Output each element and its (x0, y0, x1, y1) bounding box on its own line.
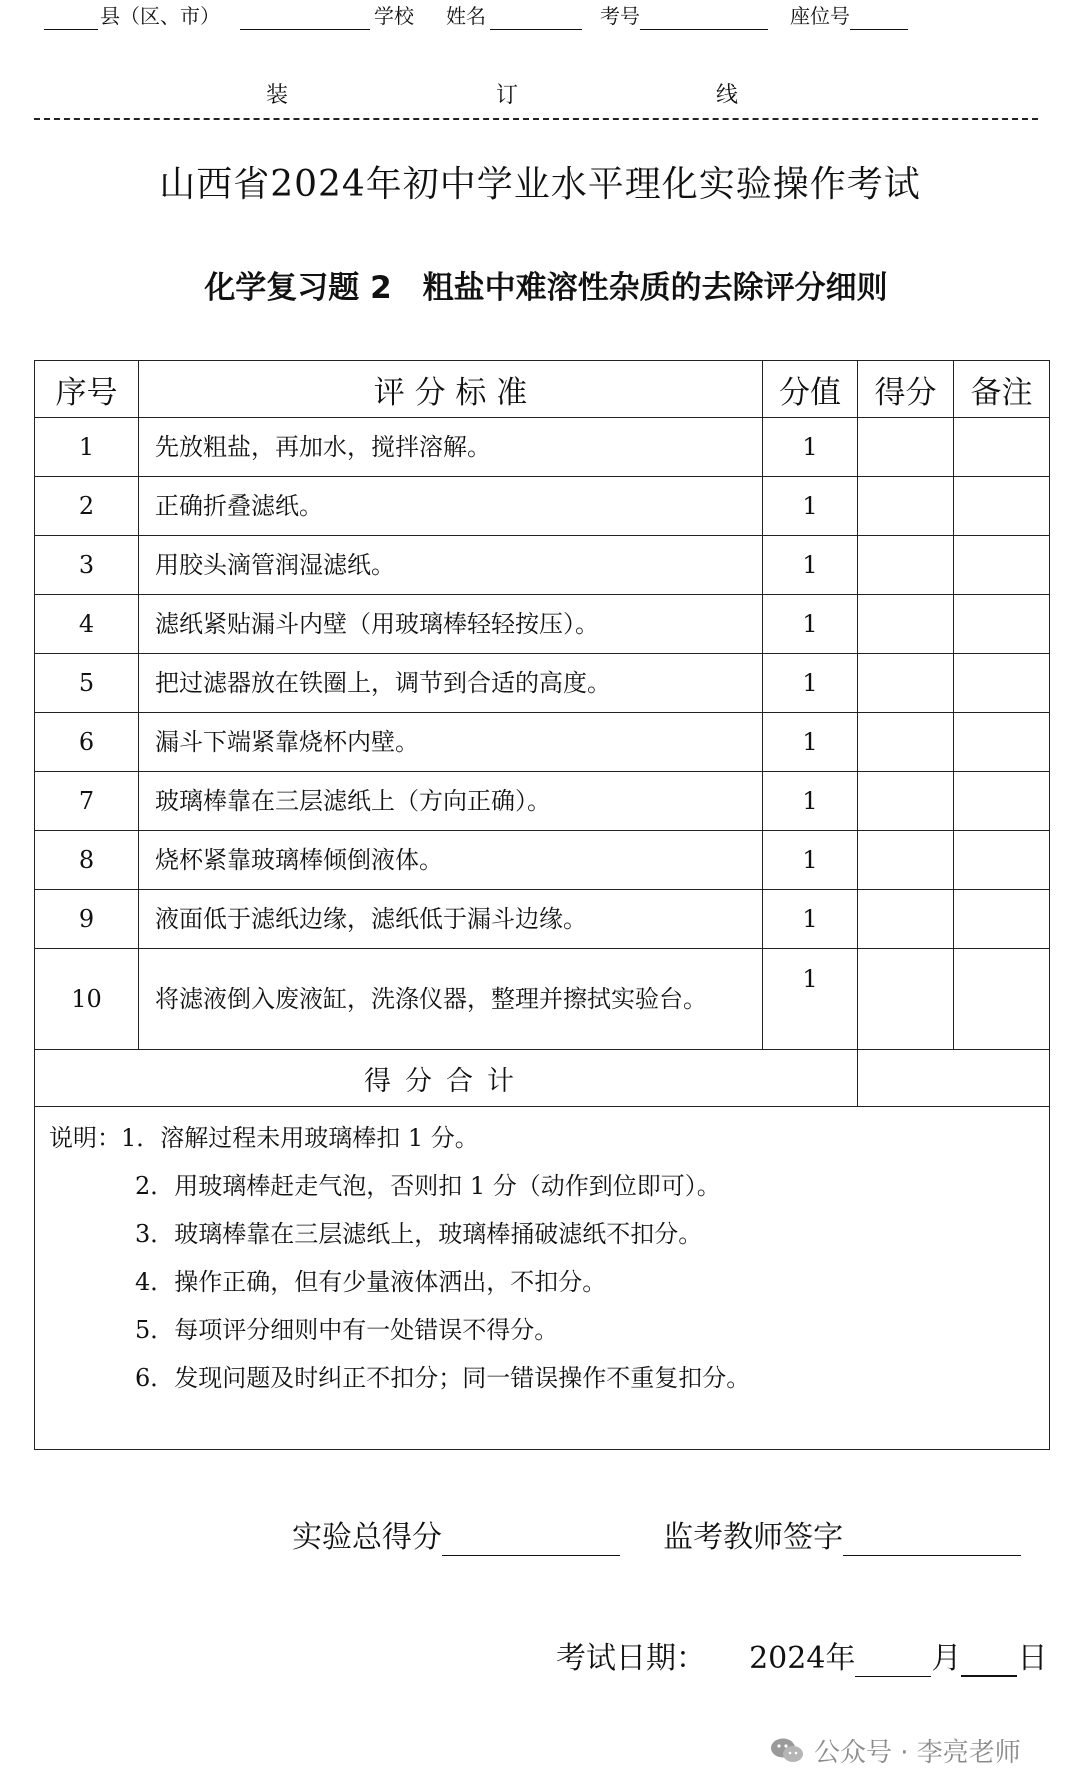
row-criteria: 正确折叠滤纸。 (139, 477, 763, 536)
table-row (35, 831, 1050, 890)
scoring-table (34, 360, 1050, 1450)
row-points: 1 (763, 477, 858, 536)
row-criteria: 液面低于滤纸边缘，滤纸低于漏斗边缘。 (139, 890, 763, 949)
row-index: 2 (35, 477, 139, 536)
invigilator-signature-label: 监考教师签字 (663, 1520, 844, 1555)
note-item: 5．每项评分细则中有一处错误不得分。 (135, 1316, 559, 1344)
row-score-cell[interactable] (858, 890, 954, 949)
row-score-cell[interactable] (858, 831, 954, 890)
total-label: 得分合计 (35, 1050, 858, 1107)
row-points: 1 (763, 536, 858, 595)
table-row (35, 477, 1050, 536)
row-criteria: 玻璃棒靠在三层滤纸上（方向正确）。 (139, 772, 763, 831)
school-label: 学校 (374, 4, 414, 28)
binding-char-3: 线 (716, 83, 739, 108)
page-title: 山西省2024年初中学业水平理化实验操作考试 (159, 164, 921, 205)
row-criteria: 先放粗盐，再加水，搅拌溶解。 (139, 418, 763, 477)
county-blank[interactable] (44, 9, 98, 30)
row-remarks-cell[interactable] (954, 595, 1050, 654)
seat-number-label: 座位号 (790, 4, 850, 28)
header-remarks: 备注 (954, 361, 1050, 418)
row-remarks-cell[interactable] (954, 418, 1050, 477)
row-criteria: 烧杯紧靠玻璃棒倾倒液体。 (139, 831, 763, 890)
row-remarks-cell[interactable] (954, 772, 1050, 831)
row-score-cell[interactable] (858, 536, 954, 595)
invigilator-signature-blank[interactable] (843, 1525, 1021, 1556)
row-remarks-cell[interactable] (954, 536, 1050, 595)
notes-row (35, 1107, 1050, 1450)
row-points: 1 (763, 418, 858, 477)
row-index: 1 (35, 418, 139, 477)
row-score-cell[interactable] (858, 949, 954, 1050)
row-index: 5 (35, 654, 139, 713)
notes-section (35, 1107, 1050, 1450)
row-criteria: 滤纸紧贴漏斗内壁（用玻璃棒轻轻按压）。 (139, 595, 763, 654)
wechat-icon (770, 1737, 804, 1765)
county-label: 县（区、市） (100, 4, 220, 28)
notes-prefix: 说明： (49, 1124, 121, 1152)
exam-number-blank[interactable] (640, 9, 768, 30)
header-score: 得分 (858, 361, 954, 418)
table-header-row (35, 361, 1050, 418)
signature-line (292, 1512, 1021, 1556)
table-row (35, 890, 1050, 949)
header-criteria: 评 分 标 准 (139, 361, 763, 418)
row-score-cell[interactable] (858, 713, 954, 772)
note-item: 6．发现问题及时纠正不扣分；同一错误操作不重复扣分。 (135, 1364, 751, 1392)
row-remarks-cell[interactable] (954, 831, 1050, 890)
month-label: 月 (931, 1641, 962, 1676)
name-label: 姓名 (446, 4, 486, 28)
table-row (35, 949, 1050, 1050)
total-score-blank[interactable] (442, 1525, 620, 1556)
exam-year: 2024年 (749, 1641, 856, 1676)
row-index: 10 (35, 949, 139, 1050)
page-subtitle: 化学复习题 2 粗盐中难溶性杂质的去除评分细则 (204, 270, 888, 306)
row-points: 1 (763, 772, 858, 831)
exam-date-line (556, 1633, 1047, 1677)
seat-number-blank[interactable] (850, 9, 908, 30)
total-score-cell[interactable] (858, 1050, 1050, 1107)
month-blank[interactable] (855, 1646, 931, 1677)
table-row (35, 418, 1050, 477)
row-index: 7 (35, 772, 139, 831)
table-row (35, 713, 1050, 772)
exam-number-label: 考号 (600, 4, 640, 28)
note-item (35, 1121, 1049, 1169)
row-remarks-cell[interactable] (954, 949, 1050, 1050)
row-points: 1 (763, 713, 858, 772)
row-index: 8 (35, 831, 139, 890)
table-row (35, 772, 1050, 831)
row-remarks-cell[interactable] (954, 713, 1050, 772)
binding-char-1: 装 (266, 83, 289, 108)
row-criteria: 把过滤器放在铁圈上，调节到合适的高度。 (139, 654, 763, 713)
note-item: 2．用玻璃棒赶走气泡，否则扣 1 分（动作到位即可）。 (135, 1172, 721, 1200)
name-blank[interactable] (490, 9, 582, 30)
header-points: 分值 (763, 361, 858, 418)
row-points: 1 (763, 654, 858, 713)
binding-line (34, 78, 1038, 120)
day-label: 日 (1017, 1641, 1048, 1676)
row-score-cell[interactable] (858, 418, 954, 477)
total-row (35, 1050, 1050, 1107)
row-score-cell[interactable] (858, 595, 954, 654)
watermark (770, 1732, 1021, 1769)
row-criteria: 将滤液倒入废液缸，洗涤仪器，整理并擦拭实验台。 (139, 949, 763, 1050)
row-criteria: 漏斗下端紧靠烧杯内壁。 (139, 713, 763, 772)
row-points: 1 (763, 595, 858, 654)
note-item: 4．操作正确，但有少量液体洒出，不扣分。 (135, 1268, 607, 1296)
table-row (35, 654, 1050, 713)
row-points: 1 (763, 949, 858, 1050)
row-remarks-cell[interactable] (954, 477, 1050, 536)
row-index: 3 (35, 536, 139, 595)
note-text: 1．溶解过程未用玻璃棒扣 1 分。 (121, 1124, 479, 1152)
total-score-label: 实验总得分 (292, 1520, 442, 1555)
exam-date-label: 考试日期： (556, 1641, 706, 1676)
row-score-cell[interactable] (858, 654, 954, 713)
row-remarks-cell[interactable] (954, 654, 1050, 713)
row-criteria: 用胶头滴管润湿滤纸。 (139, 536, 763, 595)
row-remarks-cell[interactable] (954, 890, 1050, 949)
school-blank[interactable] (240, 9, 370, 30)
row-index: 9 (35, 890, 139, 949)
row-index: 6 (35, 713, 139, 772)
table-row (35, 536, 1050, 595)
row-score-cell[interactable] (858, 772, 954, 831)
row-index: 4 (35, 595, 139, 654)
binding-char-2: 订 (496, 83, 519, 108)
student-info-line (44, 2, 1034, 32)
watermark-text: 公众号 · 李亮老师 (814, 1738, 1021, 1768)
header-index: 序号 (35, 361, 139, 418)
table-row (35, 595, 1050, 654)
row-score-cell[interactable] (858, 477, 954, 536)
note-item: 3．玻璃棒靠在三层滤纸上，玻璃棒捅破滤纸不扣分。 (135, 1220, 703, 1248)
row-points: 1 (763, 831, 858, 890)
day-blank[interactable] (961, 1645, 1017, 1677)
row-points: 1 (763, 890, 858, 949)
